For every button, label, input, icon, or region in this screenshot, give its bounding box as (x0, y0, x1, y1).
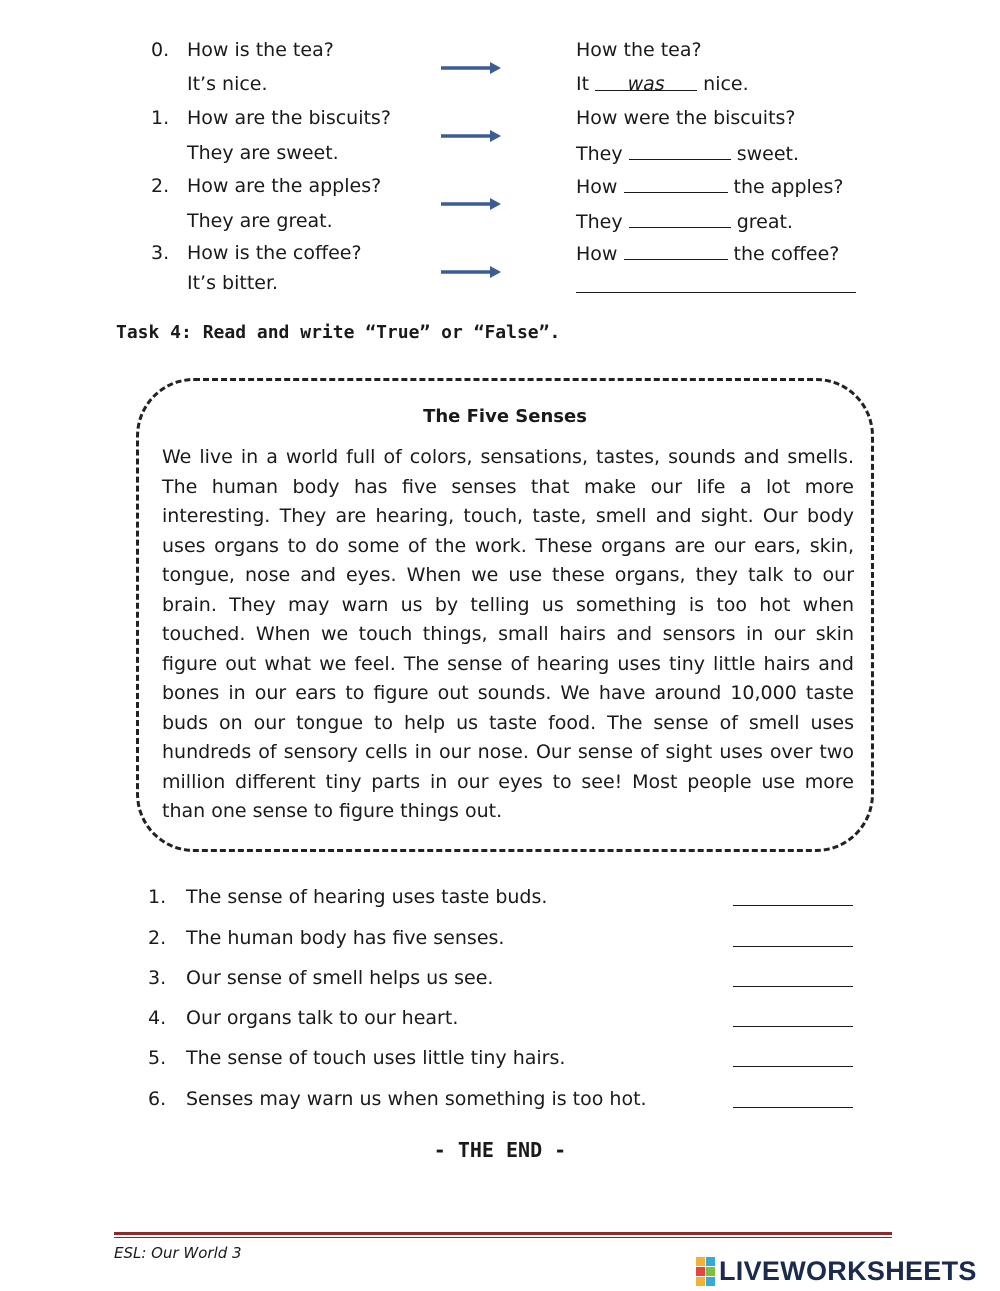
past-question-start: How (576, 176, 618, 198)
present-answer: They are great. (187, 210, 333, 232)
right-arrow-icon (440, 265, 502, 279)
past-answer (576, 72, 749, 96)
past-answer-start: They (576, 211, 623, 233)
past-question-start: How (576, 243, 618, 265)
past-question: How were the biscuits? (576, 107, 796, 129)
statement-text: The sense of touch uses little tiny hairs. (186, 1047, 566, 1069)
present-question: How is the tea? (187, 39, 334, 61)
item-number: 3. (151, 242, 170, 264)
past-answer-end: sweet. (736, 143, 799, 165)
answer-blank[interactable] (733, 986, 853, 987)
answer-blank[interactable] (733, 905, 853, 906)
past-question-end: the coffee? (733, 243, 840, 265)
statement-text: Senses may warn us when something is too hot. (186, 1088, 647, 1110)
item-number: 2. (151, 175, 170, 197)
list-item (148, 886, 853, 912)
past-answer-end: great. (736, 211, 793, 233)
past-answer (576, 209, 793, 234)
answer-blank[interactable] (624, 241, 728, 260)
statement-number: 2. (148, 927, 167, 949)
answer-blank[interactable] (629, 141, 731, 160)
statement-number: 6. (148, 1088, 167, 1110)
list-item (148, 1088, 853, 1114)
right-arrow-icon (440, 197, 502, 211)
past-answer (576, 141, 799, 166)
statement-number: 1. (148, 886, 167, 908)
present-question: How is the coffee? (187, 242, 362, 264)
end-text: - THE END - (433, 1138, 567, 1162)
list-item (148, 1007, 853, 1033)
item-number: 1. (151, 107, 170, 129)
past-answer-end: nice. (703, 73, 749, 95)
present-answer: It’s bitter. (187, 272, 279, 294)
past-question-start: How (576, 39, 618, 61)
answer-blank[interactable] (733, 946, 853, 947)
present-answer: It’s nice. (187, 73, 268, 95)
right-arrow-icon (440, 61, 502, 75)
statement-text: The sense of hearing uses taste buds. (186, 886, 548, 908)
right-arrow-icon (440, 129, 502, 143)
present-question: How are the biscuits? (187, 107, 391, 129)
statement-text: Our sense of smell helps us see. (186, 967, 494, 989)
past-answer-start: They (576, 143, 623, 165)
answer-blank[interactable] (629, 209, 731, 228)
statement-number: 5. (148, 1047, 167, 1069)
item-number: 0. (151, 39, 170, 61)
present-answer: They are sweet. (187, 142, 339, 164)
liveworksheets-logo-icon[interactable] (696, 1255, 977, 1287)
statement-text: The human body has five senses. (186, 927, 505, 949)
list-item (148, 1047, 853, 1073)
past-question (576, 241, 839, 266)
passage-title: The Five Senses (423, 406, 587, 427)
list-item (148, 967, 853, 993)
passage-text: We live in a world full of colors, sensations, tastes, sounds and smells. The human body has five senses that make our life a lot more interesting. They are hearing, touch, taste, smell and sight. Our body uses organs to do some of the work. These organs are our ears, skin, tongue, nose and eyes. When we use these organs, they talk to our brain. They may warn us by telling us something is too hot when touched. When we touch things, small hairs and sensors in our skin figure out what we feel. The sense of hearing uses tiny little hairs and bones in our ears to figure out sounds. We have around 10,000 taste buds on our tongue to help us taste food. The sense of smell uses hundreds of sensory cells in our nose. Our sense of sight uses over two million different tiny parts in our eyes to see! Most people use more than one sense to figure things out. (162, 446, 854, 822)
statement-number: 4. (148, 1007, 167, 1029)
logo-text: LIVEWORKSHEETS (719, 1255, 977, 1286)
answer-blank[interactable] (733, 1107, 853, 1108)
past-answer-start: It (576, 73, 590, 95)
answer-line[interactable] (576, 292, 856, 293)
list-item (148, 927, 853, 953)
past-question (576, 174, 843, 199)
present-question: How are the apples? (187, 175, 382, 197)
past-question-end: the apples? (733, 176, 844, 198)
footer-rule (114, 1232, 892, 1235)
statement-text: Our organs talk to our heart. (186, 1007, 459, 1029)
answer-blank-filled[interactable]: was (595, 72, 697, 91)
footer-source: ESL: Our World 3 (114, 1244, 242, 1262)
statement-number: 3. (148, 967, 167, 989)
footer-rule-thin (114, 1237, 892, 1238)
answer-blank[interactable] (733, 1066, 853, 1067)
logo-squares (696, 1257, 715, 1286)
answer-blank[interactable] (624, 174, 728, 193)
past-question (576, 38, 702, 62)
answer-blank[interactable] (733, 1026, 853, 1027)
past-question-end: the tea? (623, 39, 702, 61)
task4-heading: Task 4: Read and write “True” or “False”. (116, 322, 561, 343)
